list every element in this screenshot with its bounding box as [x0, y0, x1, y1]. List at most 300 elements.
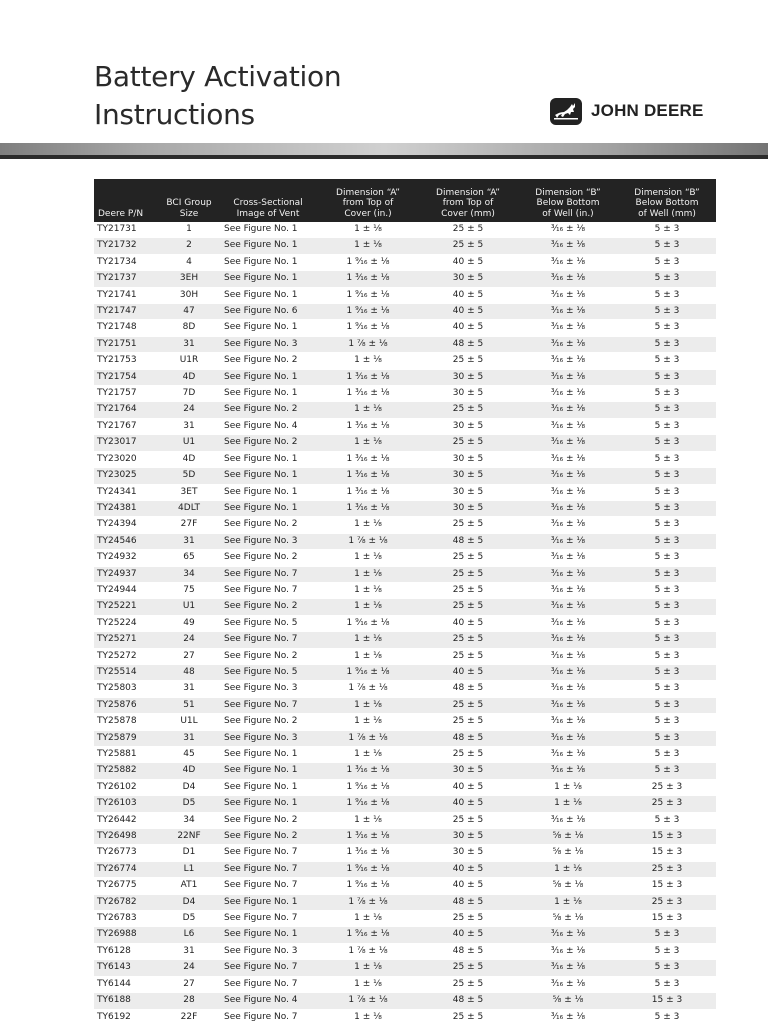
cell-dim-b-mm: 5 ± 3 — [618, 927, 716, 943]
cell-dim-b-mm: 5 ± 3 — [654, 420, 680, 431]
cell-dim-b-in: ³⁄₁₆ ± ⅛ — [518, 697, 618, 713]
cell-bci-group: 31 — [160, 336, 218, 352]
cell-vent-figure: See Figure No. 3 — [224, 683, 298, 694]
cell-dim-b-mm: 25 ± 3 — [618, 861, 716, 877]
cell-dim-b-mm: 5 ± 3 — [654, 584, 680, 595]
cell-dim-a-mm: 40 ± 5 — [418, 304, 518, 320]
cell-dim-b-mm: 5 ± 3 — [654, 256, 680, 267]
cell-dim-b-mm: 5 ± 3 — [618, 599, 716, 615]
cell-dim-a-mm: 25 ± 5 — [418, 697, 518, 713]
cell-dim-b-in: 1 ± ⅛ — [518, 894, 618, 910]
cell-dim-a-mm: 25 ± 5 — [418, 238, 518, 254]
table-row — [94, 632, 716, 648]
cell-dim-b-in: ³⁄₁₆ ± ⅛ — [518, 468, 618, 484]
header-deere-pn — [94, 179, 160, 222]
cell-part-number: TY24381 — [94, 500, 160, 516]
table-row — [94, 697, 716, 713]
table-row — [94, 845, 716, 861]
cell-bci-group: 3EH — [160, 271, 218, 287]
table-row — [94, 747, 716, 763]
cell-vent-figure: See Figure No. 2 — [224, 355, 298, 366]
cell-dim-b-in: ⅝ ± ⅛ — [518, 829, 618, 845]
cell-dim-a-in: 1 ⁹⁄₁₆ ± ⅛ — [346, 289, 390, 300]
cell-part-number: TY21741 — [97, 289, 137, 300]
cell-part-number: TY26103 — [94, 796, 160, 812]
cell-dim-a-in: 1 ⁹⁄₁₆ ± ⅛ — [346, 256, 390, 267]
cell-vent-figure: See Figure No. 1 — [218, 763, 318, 779]
table-row — [94, 402, 716, 418]
cell-dim-a-mm: 30 ± 5 — [418, 500, 518, 516]
cell-dim-a-in: 1 ± ⅛ — [354, 224, 382, 234]
header-line: Below Bottom — [536, 198, 600, 208]
cell-part-number: TY26782 — [94, 894, 160, 910]
cell-dim-a-mm: 40 ± 5 — [452, 289, 484, 300]
cell-dim-b-mm: 5 ± 3 — [654, 716, 680, 727]
table-row — [94, 861, 716, 877]
cell-bci-group: 4D — [182, 453, 196, 464]
table-row — [94, 927, 716, 943]
cell-dim-a-mm: 25 ± 5 — [418, 599, 518, 615]
cell-dim-b-in: ³⁄₁₆ ± ⅛ — [518, 960, 618, 976]
cell-dim-b-mm: 5 ± 3 — [618, 369, 716, 385]
cell-bci-group: D4 — [182, 781, 196, 792]
cell-part-number: TY26783 — [97, 913, 137, 924]
cell-dim-a-in: 1 ± ⅛ — [354, 1011, 382, 1022]
table-row — [94, 550, 716, 566]
cell-part-number: TY6188 — [94, 993, 160, 1009]
cell-dim-b-in: ³⁄₁₆ ± ⅛ — [550, 683, 586, 694]
cell-dim-a-in: 1 ³⁄₁₆ ± ⅛ — [318, 369, 418, 385]
cell-bci-group: 31 — [183, 945, 195, 956]
table-row — [94, 615, 716, 631]
cell-dim-a-in: 1 ³⁄₁₆ ± ⅛ — [318, 468, 418, 484]
cell-part-number: TY25881 — [97, 749, 137, 759]
cell-part-number: TY25878 — [97, 716, 137, 727]
cell-dim-b-in: ³⁄₁₆ ± ⅛ — [550, 453, 586, 464]
table-row — [94, 353, 716, 369]
cell-dim-b-mm: 15 ± 3 — [618, 829, 716, 845]
cell-dim-a-mm: 25 ± 5 — [418, 566, 518, 582]
cell-dim-b-mm: 5 ± 3 — [618, 435, 716, 451]
cell-dim-b-in: ³⁄₁₆ ± ⅛ — [550, 420, 586, 431]
cell-vent-figure: See Figure No. 7 — [224, 847, 298, 858]
cell-dim-a-in: 1 ± ⅛ — [318, 435, 418, 451]
cell-dim-a-mm: 40 ± 5 — [418, 927, 518, 943]
header-dim-a-mm — [418, 179, 518, 222]
cell-vent-figure: See Figure No. 7 — [224, 584, 298, 595]
cell-part-number: TY6143 — [94, 960, 160, 976]
table-row — [94, 451, 716, 467]
cell-dim-a-mm: 30 ± 5 — [418, 369, 518, 385]
table-row — [94, 271, 716, 287]
cell-vent-figure: See Figure No. 1 — [224, 749, 298, 759]
cell-dim-a-in: 1 ± ⅛ — [318, 599, 418, 615]
cell-dim-b-mm: 5 ± 3 — [654, 388, 680, 399]
cell-dim-a-mm: 48 ± 5 — [452, 683, 484, 694]
cell-dim-b-mm: 5 ± 3 — [618, 402, 716, 418]
cell-dim-a-in: 1 ± ⅛ — [354, 519, 382, 530]
cell-dim-b-in: ³⁄₁₆ ± ⅛ — [518, 599, 618, 615]
cell-bci-group: D5 — [182, 913, 196, 924]
cell-dim-b-in: ³⁄₁₆ ± ⅛ — [550, 617, 586, 628]
cell-part-number: TY24932 — [97, 552, 137, 563]
cell-dim-a-in: 1 ± ⅛ — [354, 913, 382, 924]
cell-dim-b-in: ³⁄₁₆ ± ⅛ — [550, 224, 586, 234]
cell-bci-group: D4 — [160, 894, 218, 910]
cell-dim-a-mm: 30 ± 5 — [452, 420, 484, 431]
cell-dim-b-in: ³⁄₁₆ ± ⅛ — [550, 1011, 586, 1022]
table-row — [94, 336, 716, 352]
cell-part-number: TY6192 — [97, 1011, 131, 1022]
cell-dim-b-mm: 5 ± 3 — [654, 486, 680, 497]
cell-dim-b-mm: 5 ± 3 — [654, 650, 680, 661]
cell-dim-b-mm: 25 ± 3 — [618, 796, 716, 812]
cell-part-number: TY23020 — [97, 453, 137, 464]
cell-part-number: TY25224 — [97, 617, 137, 628]
header-line: Dimension “B” — [634, 187, 700, 198]
cell-vent-figure: See Figure No. 5 — [224, 617, 298, 628]
cell-dim-a-in: 1 ± ⅛ — [318, 960, 418, 976]
cell-dim-a-mm: 30 ± 5 — [452, 486, 484, 497]
header-cross-section — [218, 179, 318, 222]
table-row — [94, 796, 716, 812]
cell-vent-figure: See Figure No. 7 — [224, 1011, 298, 1022]
cell-vent-figure: See Figure No. 5 — [218, 664, 318, 680]
cell-bci-group: 22NF — [160, 829, 218, 845]
cell-dim-b-in: ³⁄₁₆ ± ⅛ — [550, 650, 586, 661]
cell-bci-group: 24 — [160, 632, 218, 648]
cell-dim-b-in: ³⁄₁₆ ± ⅛ — [550, 814, 586, 825]
cell-bci-group: 49 — [183, 617, 195, 628]
header-line: Dimension “A” — [336, 187, 400, 198]
cell-dim-a-in: 1 ± ⅛ — [318, 632, 418, 648]
cell-part-number: TY25882 — [94, 763, 160, 779]
cell-dim-a-in: 1 ⁹⁄₁₆ ± ⅛ — [318, 664, 418, 680]
cell-dim-a-mm: 40 ± 5 — [418, 861, 518, 877]
cell-vent-figure: See Figure No. 1 — [224, 453, 298, 464]
cell-dim-b-in: ³⁄₁₆ ± ⅛ — [550, 322, 586, 333]
cell-dim-a-in: 1 ± ⅛ — [354, 749, 382, 759]
cell-dim-a-in: 1 ³⁄₁₆ ± ⅛ — [346, 388, 390, 399]
table-row — [94, 418, 716, 434]
cell-dim-a-mm: 40 ± 5 — [452, 781, 484, 792]
cell-vent-figure: See Figure No. 1 — [224, 781, 298, 792]
cell-dim-a-in: 1 ⅞ ± ⅛ — [318, 993, 418, 1009]
cell-dim-b-mm: 5 ± 3 — [654, 617, 680, 628]
cell-dim-b-in: 1 ± ⅛ — [518, 796, 618, 812]
cell-vent-figure: See Figure No. 1 — [224, 289, 298, 300]
leaping-deer-icon — [550, 98, 582, 125]
cell-vent-figure: See Figure No. 2 — [224, 519, 298, 530]
cell-part-number: TY26774 — [94, 861, 160, 877]
cell-bci-group: L6 — [160, 927, 218, 943]
cell-bci-group: D5 — [160, 796, 218, 812]
cell-part-number: TY21751 — [94, 336, 160, 352]
cell-part-number: TY26102 — [97, 781, 137, 792]
cell-dim-a-in: 1 ⁹⁄₁₆ ± ⅛ — [318, 796, 418, 812]
cell-dim-b-mm: 5 ± 3 — [618, 763, 716, 779]
cell-bci-group: 4DLT — [160, 500, 218, 516]
cell-dim-a-in: 1 ± ⅛ — [354, 552, 382, 563]
cell-dim-a-mm: 30 ± 5 — [418, 271, 518, 287]
cell-dim-b-mm: 5 ± 3 — [654, 683, 680, 694]
cell-bci-group: 8D — [182, 322, 196, 333]
cell-bci-group: U1 — [160, 599, 218, 615]
cell-dim-a-mm: 25 ± 5 — [452, 519, 484, 530]
cell-dim-a-in: 1 ⁹⁄₁₆ ± ⅛ — [346, 322, 390, 333]
cell-dim-b-mm: 25 ± 3 — [618, 894, 716, 910]
cell-bci-group: 2 — [160, 238, 218, 254]
table-row — [94, 976, 716, 992]
cell-vent-figure: See Figure No. 2 — [224, 716, 298, 727]
cell-part-number: TY21764 — [94, 402, 160, 418]
cell-dim-a-mm: 40 ± 5 — [418, 664, 518, 680]
cell-dim-b-in: ³⁄₁₆ ± ⅛ — [550, 716, 586, 727]
cell-dim-a-mm: 30 ± 5 — [452, 453, 484, 464]
cell-bci-group: 51 — [160, 697, 218, 713]
cell-dim-a-mm: 30 ± 5 — [418, 468, 518, 484]
table-row — [94, 943, 716, 959]
cell-dim-b-mm: 25 ± 3 — [651, 781, 683, 792]
cell-dim-b-in: ³⁄₁₆ ± ⅛ — [550, 978, 586, 989]
table-row — [94, 468, 716, 484]
header-line: BCI Group — [166, 198, 212, 208]
cell-bci-group: AT1 — [180, 880, 198, 891]
cell-dim-a-in: 1 ± ⅛ — [354, 355, 382, 366]
cell-dim-a-mm: 48 ± 5 — [418, 993, 518, 1009]
header-dim-a-in — [318, 179, 418, 222]
cell-dim-a-mm: 40 ± 5 — [452, 880, 484, 891]
cell-part-number: TY23017 — [94, 435, 160, 451]
cell-vent-figure: See Figure No. 1 — [218, 796, 318, 812]
cell-bci-group: 27F — [180, 519, 198, 530]
cell-bci-group: 47 — [160, 304, 218, 320]
header-line: Image of Vent — [236, 208, 300, 219]
table-header-row — [94, 179, 716, 222]
cell-bci-group: 31 — [160, 730, 218, 746]
cell-dim-b-in: ⅝ ± ⅛ — [552, 913, 584, 924]
cell-dim-b-mm: 5 ± 3 — [618, 304, 716, 320]
cell-bci-group: 3ET — [180, 486, 198, 497]
cell-part-number: TY24546 — [94, 533, 160, 549]
table-row — [94, 681, 716, 697]
table-body — [94, 222, 716, 1025]
cell-dim-a-mm: 25 ± 5 — [418, 435, 518, 451]
cell-dim-b-mm: 15 ± 3 — [651, 847, 683, 858]
header-line: Cross-Sectional — [233, 198, 303, 208]
cell-vent-figure: See Figure No. 7 — [218, 632, 318, 648]
table-row — [94, 517, 716, 533]
cell-bci-group: 27 — [183, 650, 195, 661]
cell-dim-a-mm: 25 ± 5 — [452, 552, 484, 563]
cell-vent-figure: See Figure No. 4 — [224, 420, 298, 431]
cell-dim-a-mm: 30 ± 5 — [452, 847, 484, 858]
cell-dim-b-in: ⅝ ± ⅛ — [552, 847, 584, 858]
header-divider-band — [0, 143, 768, 159]
cell-dim-a-in: 1 ⅞ ± ⅛ — [318, 336, 418, 352]
cell-part-number: TY21757 — [97, 388, 137, 399]
battery-dimensions-table — [94, 179, 716, 1026]
cell-part-number: TY21748 — [97, 322, 137, 333]
cell-dim-b-mm: 5 ± 3 — [654, 978, 680, 989]
cell-dim-a-in: 1 ³⁄₁₆ ± ⅛ — [318, 271, 418, 287]
cell-dim-a-mm: 25 ± 5 — [452, 650, 484, 661]
table-row — [94, 664, 716, 680]
table-row — [94, 500, 716, 516]
cell-dim-a-mm: 40 ± 5 — [452, 322, 484, 333]
cell-part-number: TY26988 — [94, 927, 160, 943]
header-line: Deere P/N — [98, 208, 144, 219]
table-row — [94, 599, 716, 615]
header-line: of Well (mm) — [638, 208, 696, 219]
cell-vent-figure: See Figure No. 2 — [218, 402, 318, 418]
cell-bci-group: 24 — [160, 402, 218, 418]
cell-part-number: TY25879 — [94, 730, 160, 746]
cell-dim-a-mm: 40 ± 5 — [418, 796, 518, 812]
cell-dim-a-in: 1 ⅞ ± ⅛ — [318, 730, 418, 746]
table-row — [94, 763, 716, 779]
cell-dim-a-mm: 48 ± 5 — [418, 730, 518, 746]
cell-dim-a-mm: 25 ± 5 — [418, 402, 518, 418]
cell-bci-group: U1L — [180, 716, 198, 727]
header-line: Size — [179, 208, 199, 219]
cell-dim-a-in: 1 ± ⅛ — [354, 814, 382, 825]
cell-vent-figure: See Figure No. 3 — [224, 945, 298, 956]
cell-vent-figure: See Figure No. 1 — [218, 927, 318, 943]
cell-dim-b-in: ³⁄₁₆ ± ⅛ — [550, 256, 586, 267]
cell-part-number: TY25514 — [94, 664, 160, 680]
cell-part-number: TY21753 — [97, 355, 137, 366]
cell-dim-b-in: ³⁄₁₆ ± ⅛ — [550, 355, 586, 366]
cell-vent-figure: See Figure No. 7 — [218, 861, 318, 877]
cell-dim-a-in: 1 ³⁄₁₆ ± ⅛ — [318, 829, 418, 845]
title-line-1: Battery Activation — [94, 60, 342, 93]
cell-bci-group: 34 — [183, 814, 195, 825]
cell-bci-group: 34 — [160, 566, 218, 582]
cell-vent-figure: See Figure No. 1 — [218, 894, 318, 910]
cell-vent-figure: See Figure No. 7 — [224, 978, 298, 989]
cell-vent-figure: See Figure No. 1 — [218, 369, 318, 385]
cell-part-number: TY25803 — [97, 683, 137, 694]
cell-dim-a-mm: 25 ± 5 — [452, 978, 484, 989]
cell-dim-b-mm: 5 ± 3 — [618, 664, 716, 680]
cell-bci-group: 5D — [160, 468, 218, 484]
cell-dim-b-mm: 5 ± 3 — [654, 289, 680, 300]
cell-dim-a-mm: 25 ± 5 — [418, 632, 518, 648]
table-row — [94, 878, 716, 894]
cell-vent-figure: See Figure No. 3 — [218, 730, 318, 746]
cell-dim-b-in: ³⁄₁₆ ± ⅛ — [518, 664, 618, 680]
table-row — [94, 829, 716, 845]
cell-dim-a-in: 1 ⁹⁄₁₆ ± ⅛ — [346, 781, 390, 792]
cell-bci-group: 45 — [183, 749, 195, 759]
cell-bci-group: 75 — [183, 584, 195, 595]
cell-dim-b-in: ³⁄₁₆ ± ⅛ — [550, 749, 586, 759]
cell-vent-figure: See Figure No. 7 — [218, 697, 318, 713]
cell-dim-b-mm: 5 ± 3 — [618, 238, 716, 254]
cell-dim-a-in: 1 ⁹⁄₁₆ ± ⅛ — [318, 304, 418, 320]
cell-dim-b-mm: 5 ± 3 — [654, 453, 680, 464]
cell-dim-a-mm: 48 ± 5 — [418, 894, 518, 910]
cell-dim-b-mm: 5 ± 3 — [618, 336, 716, 352]
cell-part-number: TY21732 — [94, 238, 160, 254]
cell-dim-a-in: 1 ± ⅛ — [318, 697, 418, 713]
cell-bci-group: 4D — [160, 763, 218, 779]
cell-vent-figure: See Figure No. 1 — [224, 224, 298, 234]
cell-vent-figure: See Figure No. 3 — [218, 533, 318, 549]
cell-dim-b-mm: 5 ± 3 — [618, 697, 716, 713]
cell-dim-b-mm: 5 ± 3 — [654, 814, 680, 825]
cell-dim-a-in: 1 ⅞ ± ⅛ — [348, 945, 388, 956]
cell-dim-a-in: 1 ³⁄₁₆ ± ⅛ — [346, 420, 390, 431]
cell-dim-b-in: ³⁄₁₆ ± ⅛ — [550, 486, 586, 497]
table-header — [94, 179, 716, 222]
cell-vent-figure: See Figure No. 2 — [218, 829, 318, 845]
cell-dim-b-mm: 5 ± 3 — [618, 960, 716, 976]
cell-bci-group: 4D — [160, 369, 218, 385]
cell-dim-a-in: 1 ³⁄₁₆ ± ⅛ — [346, 847, 390, 858]
cell-part-number: TY26498 — [94, 829, 160, 845]
cell-dim-a-in: 1 ⁹⁄₁₆ ± ⅛ — [318, 861, 418, 877]
cell-dim-a-in: 1 ± ⅛ — [354, 978, 382, 989]
cell-dim-a-mm: 48 ± 5 — [418, 533, 518, 549]
cell-dim-b-mm: 5 ± 3 — [618, 730, 716, 746]
cell-bci-group: 48 — [160, 664, 218, 680]
cell-dim-b-mm: 5 ± 3 — [654, 322, 680, 333]
cell-bci-group: 1 — [186, 224, 192, 234]
cell-vent-figure: See Figure No. 1 — [218, 500, 318, 516]
cell-part-number: TY26442 — [97, 814, 137, 825]
cell-dim-a-in: 1 ³⁄₁₆ ± ⅛ — [318, 500, 418, 516]
cell-bci-group: L1 — [160, 861, 218, 877]
cell-vent-figure: See Figure No. 7 — [218, 566, 318, 582]
cell-dim-b-in: ³⁄₁₆ ± ⅛ — [518, 927, 618, 943]
cell-dim-a-in: 1 ⁹⁄₁₆ ± ⅛ — [318, 927, 418, 943]
cell-vent-figure: See Figure No. 2 — [224, 814, 298, 825]
cell-vent-figure: See Figure No. 2 — [218, 599, 318, 615]
cell-bci-group: 22F — [180, 1011, 198, 1022]
cell-vent-figure: See Figure No. 2 — [218, 435, 318, 451]
table-row — [94, 222, 716, 238]
header-line: Below Bottom — [635, 198, 699, 208]
cell-dim-b-mm: 5 ± 3 — [618, 632, 716, 648]
header-line: from Top of — [342, 198, 394, 208]
cell-bci-group: D1 — [182, 847, 196, 858]
cell-vent-figure: See Figure No. 6 — [218, 304, 318, 320]
cell-dim-b-in: ³⁄₁₆ ± ⅛ — [518, 336, 618, 352]
cell-dim-b-mm: 15 ± 3 — [618, 993, 716, 1009]
table-row — [94, 911, 716, 927]
cell-vent-figure: See Figure No. 1 — [218, 238, 318, 254]
cell-part-number: TY24341 — [97, 486, 137, 497]
cell-dim-b-in: ³⁄₁₆ ± ⅛ — [518, 402, 618, 418]
cell-bci-group: 30H — [179, 289, 199, 300]
table-row — [94, 960, 716, 976]
table-row — [94, 1009, 716, 1025]
cell-dim-a-in: 1 ⁹⁄₁₆ ± ⅛ — [346, 880, 390, 891]
cell-dim-b-mm: 5 ± 3 — [654, 1011, 680, 1022]
cell-bci-group: 7D — [182, 388, 196, 399]
header-line: Cover (mm) — [441, 208, 495, 219]
john-deere-logo — [550, 97, 704, 125]
cell-dim-b-in: ³⁄₁₆ ± ⅛ — [518, 238, 618, 254]
cell-dim-a-in: 1 ³⁄₁₆ ± ⅛ — [318, 763, 418, 779]
cell-dim-a-mm: 25 ± 5 — [452, 814, 484, 825]
cell-part-number: TY26775 — [97, 880, 137, 891]
cell-part-number: TY25876 — [94, 697, 160, 713]
cell-part-number: TY26773 — [97, 847, 137, 858]
cell-dim-b-mm: 5 ± 3 — [618, 533, 716, 549]
